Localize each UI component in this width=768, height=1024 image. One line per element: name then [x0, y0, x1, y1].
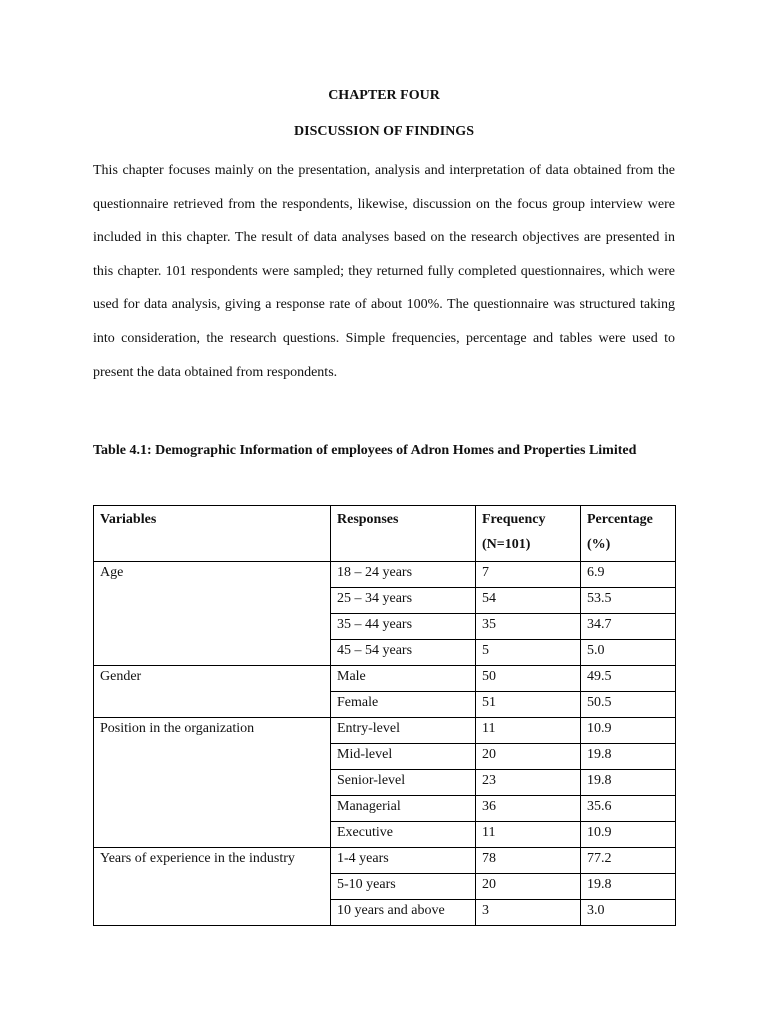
- percentage-cell: 3.0: [581, 900, 676, 926]
- response-cell: 10 years and above: [331, 900, 476, 926]
- header-percentage-line2: (%): [587, 537, 611, 552]
- frequency-cell: 23: [476, 770, 581, 796]
- response-cell: Mid-level: [331, 744, 476, 770]
- frequency-cell: 11: [476, 718, 581, 744]
- variable-cell: Position in the organization: [94, 718, 331, 848]
- frequency-cell: 36: [476, 796, 581, 822]
- percentage-cell: 6.9: [581, 562, 676, 588]
- header-percentage-line1: Percentage: [587, 512, 653, 527]
- percentage-cell: 19.8: [581, 770, 676, 796]
- header-frequency-line2: (N=101): [482, 537, 531, 552]
- percentage-cell: 19.8: [581, 874, 676, 900]
- header-frequency-line1: Frequency: [482, 512, 546, 527]
- percentage-cell: 53.5: [581, 588, 676, 614]
- response-cell: Entry-level: [331, 718, 476, 744]
- table-row: [94, 848, 676, 874]
- table-caption: Table 4.1: Demographic Information of employees of Adron Homes and Properties Limited: [93, 443, 637, 458]
- frequency-cell: 7: [476, 562, 581, 588]
- frequency-cell: 78: [476, 848, 581, 874]
- variable-cell: Gender: [94, 666, 331, 718]
- frequency-cell: 50: [476, 666, 581, 692]
- header-frequency: [476, 506, 581, 562]
- percentage-cell: 10.9: [581, 718, 676, 744]
- response-cell: 45 – 54 years: [331, 640, 476, 666]
- response-cell: 35 – 44 years: [331, 614, 476, 640]
- header-variables: Variables: [94, 506, 331, 562]
- response-cell: 1-4 years: [331, 848, 476, 874]
- response-cell: Senior-level: [331, 770, 476, 796]
- chapter-title: CHAPTER FOUR: [328, 88, 440, 103]
- percentage-cell: 5.0: [581, 640, 676, 666]
- percentage-cell: 10.9: [581, 822, 676, 848]
- frequency-cell: 54: [476, 588, 581, 614]
- response-cell: 18 – 24 years: [331, 562, 476, 588]
- demographic-table: [93, 505, 676, 926]
- table-row: [94, 718, 676, 744]
- variable-cell: Age: [94, 562, 331, 666]
- response-cell: Female: [331, 692, 476, 718]
- variable-cell: Years of experience in the industry: [94, 848, 331, 926]
- response-cell: 25 – 34 years: [331, 588, 476, 614]
- frequency-cell: 35: [476, 614, 581, 640]
- table-row: [94, 562, 676, 588]
- frequency-cell: 20: [476, 744, 581, 770]
- percentage-cell: 35.6: [581, 796, 676, 822]
- response-cell: Male: [331, 666, 476, 692]
- percentage-cell: 49.5: [581, 666, 676, 692]
- section-title: DISCUSSION OF FINDINGS: [294, 124, 474, 139]
- percentage-cell: 19.8: [581, 744, 676, 770]
- percentage-cell: 34.7: [581, 614, 676, 640]
- frequency-cell: 3: [476, 900, 581, 926]
- response-cell: 5-10 years: [331, 874, 476, 900]
- response-cell: Managerial: [331, 796, 476, 822]
- frequency-cell: 51: [476, 692, 581, 718]
- header-percentage: [581, 506, 676, 562]
- header-responses: Responses: [331, 506, 476, 562]
- percentage-cell: 50.5: [581, 692, 676, 718]
- intro-paragraph: This chapter focuses mainly on the presentation, analysis and interpretation of data obtained from the questionnaire retrieved from the respondents, likewise, discussion on the focus group interview were included in this chapter. The result of data analyses based on the research objectives are presented in this chapter. 101 respondents were sampled; they returned fully completed questionnaires, which were used for data analysis, giving a response rate of about 100%. The questionnaire was structured taking into consideration, the research questions. Simple frequencies, percentage and tables were used to present the data obtained from respondents.: [93, 163, 675, 380]
- frequency-cell: 5: [476, 640, 581, 666]
- percentage-cell: 77.2: [581, 848, 676, 874]
- frequency-cell: 20: [476, 874, 581, 900]
- frequency-cell: 11: [476, 822, 581, 848]
- table-row: [94, 666, 676, 692]
- table-header-row: [94, 506, 676, 562]
- response-cell: Executive: [331, 822, 476, 848]
